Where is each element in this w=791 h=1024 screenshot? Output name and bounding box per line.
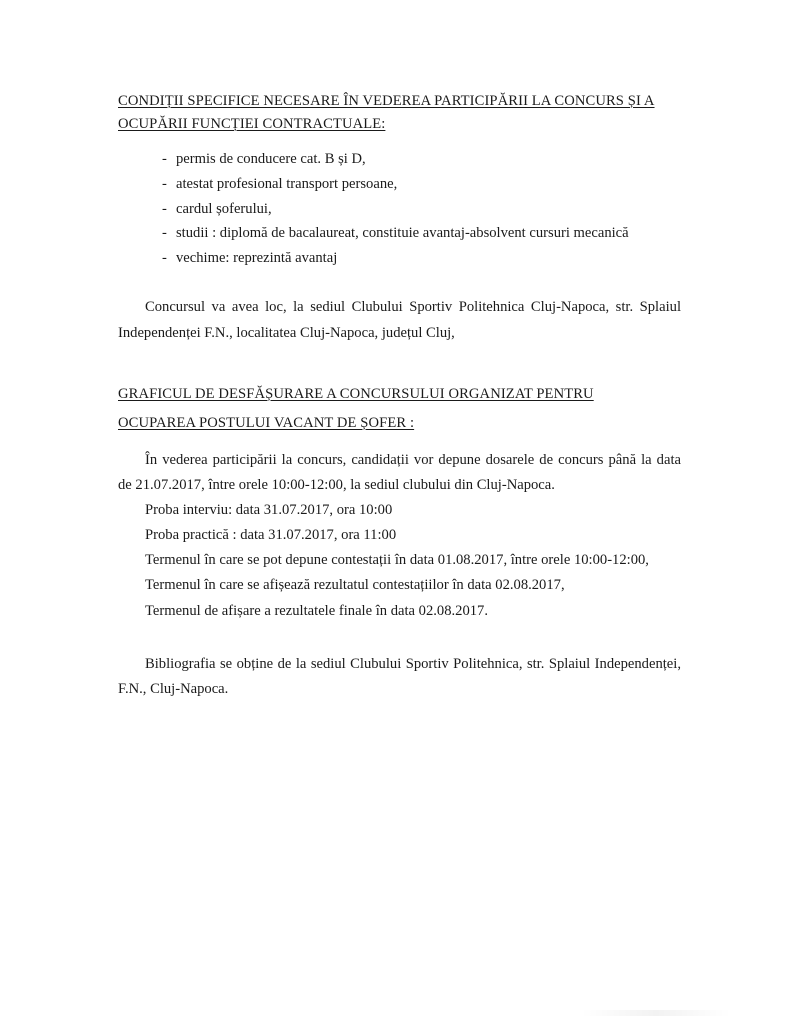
list-item: permis de conducere cat. B și D, bbox=[176, 151, 366, 167]
schedule-intro-line1: În vederea participării la concurs, candidații vor depune dosarele de concurs până la data bbox=[145, 452, 681, 468]
scan-smudge bbox=[581, 1010, 731, 1016]
location-paragraph-line2: Independenței F.N., localitatea Cluj-Napoca, județul Cluj, bbox=[118, 325, 455, 341]
schedule-intro-line2: de 21.07.2017, între orele 10:00-12:00, la sediul clubului din Cluj-Napoca. bbox=[118, 477, 555, 493]
schedule-item: Termenul de afișare a rezultatele finale în data 02.08.2017. bbox=[145, 603, 488, 619]
schedule-item: Termenul în care se afișează rezultatul contestațiilor în data 02.08.2017, bbox=[145, 577, 565, 593]
bullet-marker: - bbox=[162, 225, 167, 241]
bibliography-line1: Bibliografia se obține de la sediul Clubului Sportiv Politehnica, str. Splaiul Independenței, bbox=[145, 656, 681, 672]
schedule-item: Termenul în care se pot depune contestații în data 01.08.2017, între orele 10:00-12:00, bbox=[145, 552, 649, 568]
bullet-marker: - bbox=[162, 201, 167, 217]
section1-title-line2: OCUPĂRII FUNCȚIEI CONTRACTUALE: bbox=[118, 116, 386, 132]
section2-title-line1: GRAFICUL DE DESFĂȘURARE A CONCURSULUI ORGANIZAT PENTRU bbox=[118, 386, 594, 402]
list-item: cardul șoferului, bbox=[176, 201, 272, 217]
list-item: atestat profesional transport persoane, bbox=[176, 176, 398, 192]
list-item: vechime: reprezintă avantaj bbox=[176, 250, 338, 266]
bullet-marker: - bbox=[162, 176, 167, 192]
section1-title-line1: CONDIȚII SPECIFICE NECESARE ÎN VEDEREA PARTICIPĂRII LA CONCURS ȘI A bbox=[118, 93, 655, 109]
list-item: studii : diplomă de bacalaureat, constituie avantaj-absolvent cursuri mecanică bbox=[176, 225, 629, 241]
schedule-item: Proba practică : data 31.07.2017, ora 11:00 bbox=[145, 527, 397, 543]
schedule-item: Proba interviu: data 31.07.2017, ora 10:00 bbox=[145, 502, 393, 518]
bullet-marker: - bbox=[162, 250, 167, 266]
bullet-marker: - bbox=[162, 151, 167, 167]
bibliography-line2: F.N., Cluj-Napoca. bbox=[118, 681, 229, 697]
section2-title-line2: OCUPAREA POSTULUI VACANT DE ȘOFER : bbox=[118, 415, 415, 431]
location-paragraph-line1: Concursul va avea loc, la sediul Clubului Sportiv Politehnica Cluj-Napoca, str. Splaiul bbox=[145, 299, 681, 315]
